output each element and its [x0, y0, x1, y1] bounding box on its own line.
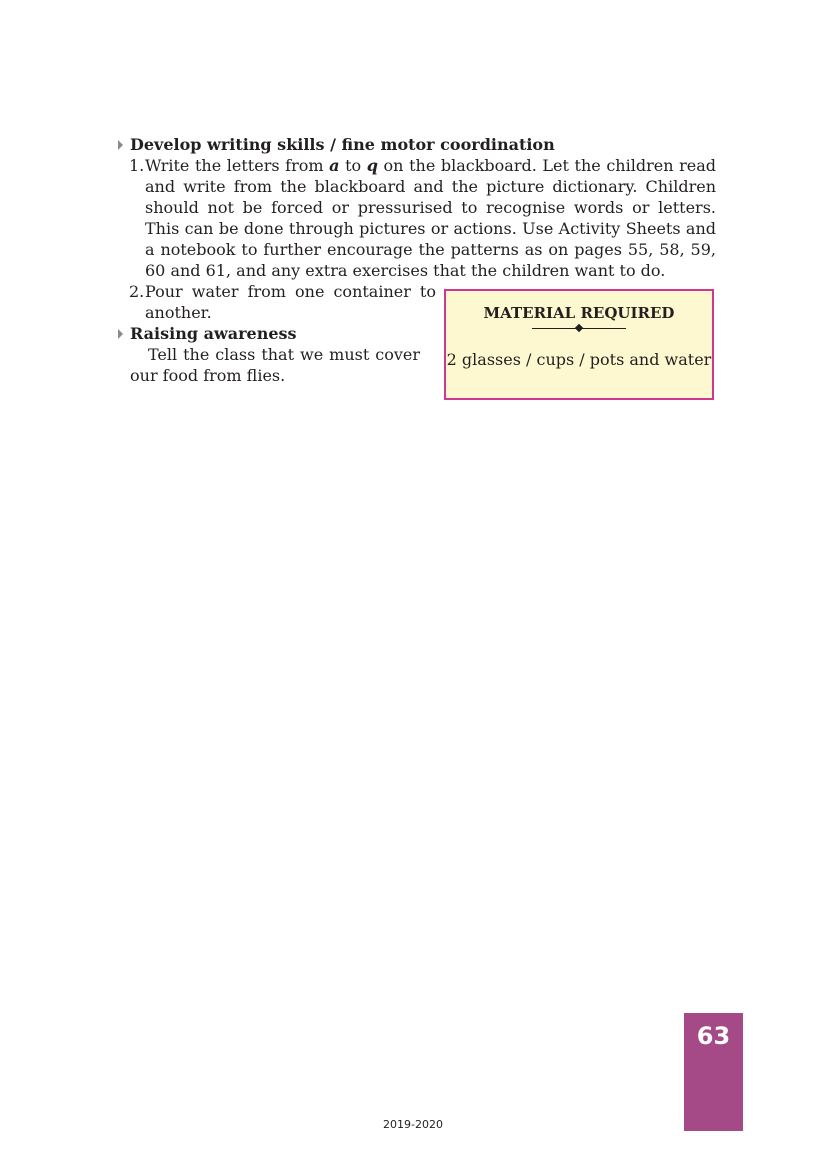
page-number: 63: [696, 1022, 731, 1050]
awareness-paragraph: Tell the class that we must cover our food from flies.: [130, 345, 420, 385]
item-number-2: 2.: [129, 282, 145, 301]
item-1-text-after: on the blackboard. Let the children read and write from the blackboard and the picture dictionary. Children should not be forced or pressurised to recognise words or letters. This can be done through pictures or actions. Use Activity Sheets and a notebook to further encourage the patterns as on pages 55, 58, 59, 60 and 61, and any extra exercises that the children want to do.: [145, 156, 716, 280]
section-heading-writing: [116, 134, 716, 155]
letter-q: q: [366, 156, 378, 175]
diamond-icon: [575, 324, 583, 332]
item-1-text-to: to: [339, 156, 367, 175]
footer-year: 2019-2020: [383, 1118, 443, 1131]
heading-awareness-text: Raising awareness: [130, 324, 297, 343]
material-required-box: [444, 289, 714, 400]
item-1-text-before: Write the letters from: [145, 156, 330, 175]
item-2-text: Pour water from one container to another.: [145, 282, 436, 322]
list-item-1: [116, 155, 716, 281]
letter-a: a: [329, 156, 340, 175]
list-item-2: [116, 281, 436, 323]
triangle-bullet-icon: [118, 140, 123, 150]
material-title: MATERIAL REQUIRED: [483, 304, 675, 322]
heading-writing-text: Develop writing skills / fine motor coordination: [130, 135, 555, 154]
ornamental-divider: [532, 324, 626, 334]
material-list: 2 glasses / cups / pots and water: [446, 350, 712, 369]
item-number-1: 1.: [129, 156, 145, 175]
page-number-tab: [684, 1013, 743, 1131]
triangle-bullet-icon: [118, 329, 123, 339]
